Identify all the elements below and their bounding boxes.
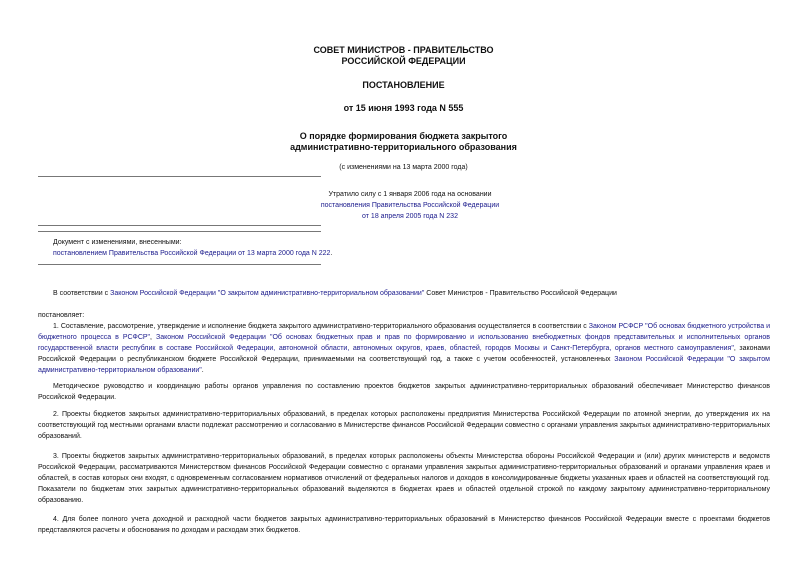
paragraph-3: 3. Проекты бюджетов закрытых административно-территориальных образований, в пределах которых расположены объекты Министерства обороны Российской Федерации и (или) других министерств и ведомств Российской Федерации, рассматриваются Министерством финансов Российской Федерации совместно с органами управления закрытых административно-территориальных образований и органами управления краев и областей, в состав которых они входят, с одновременным согласованием нормативов отчислений от федеральных налогов и доходов в консолидированные бюджеты указанных краев и областей на соответствующий год. Показатели по бюджетам этих закрытых административно-территориальных образований выделяются в бюджетах краев и областей отдельной строкой по каждому закрытому административно-территориальному образованию. (38, 453, 770, 504)
divider (38, 176, 321, 177)
preamble-text-1: В соответствии с (53, 290, 111, 297)
doc-type: ПОСТАНОВЛЕНИЕ (362, 80, 445, 90)
p1-law-link-3[interactable]: Законом Российской Федерации "О закрытом административно-территориальном образовании" (38, 356, 770, 374)
p1-law-link-1[interactable]: Законом РСФСР "Об основах бюджетного устройства и бюджетного процесса в РСФСР" (38, 323, 771, 341)
preamble (53, 288, 617, 299)
amendment-note: (с изменениями на 13 марта 2000 года) (339, 164, 468, 171)
repeal-link-date[interactable]: от 18 апреля 2005 года N 232 (362, 213, 458, 220)
doc-title-line2: административно-территориального образования (290, 142, 517, 152)
paragraph-4: 4. Для более полного учета доходной и расходной части бюджетов закрытых административно-территориальных образований в Министерство финансов Российской Федерации вместе с проектами бюджетов представляются расчеты и обоснования по доходам и расходам этих бюджетов. (38, 516, 770, 534)
preamble-law-link[interactable]: Законом Российской Федерации "О закрытом административно-территориальном образовании" (110, 290, 425, 297)
divider (38, 264, 321, 265)
p1-text-4: . (201, 367, 204, 374)
paragraph-method: Методическое руководство и координацию работы органов управления по составлению проектов бюджетов закрытых административно-территориальных образований обеспечивает Министерство финансов Российской Федерации. (38, 383, 770, 401)
divider (38, 225, 321, 226)
divider (38, 231, 321, 232)
doc-title-line1: О порядке формирования бюджета закрытого (299, 131, 508, 141)
org-name-line1: СОВЕТ МИНИСТРОВ - ПРАВИТЕЛЬСТВО (313, 45, 494, 55)
org-name-line2: РОССИЙСКОЙ ФЕДЕРАЦИИ (341, 56, 466, 66)
paragraph-1 (38, 321, 770, 376)
p1-law-link-2[interactable]: Законом Российской Федерации "Об основах бюджетных прав и прав по формированию и использованию внебюджетных фондов представительных и исполнительных органов государственной власти республик в составе Российской Федерации, автономной области, автономных округов, краев, областей, городов Москвы и Санкт-Петербурга, органов местного самоуправления" (38, 334, 770, 352)
repeal-link-line2[interactable] (260, 211, 560, 222)
repeal-link-line1[interactable] (260, 200, 560, 211)
repeal-link[interactable]: постановления Правительства Российской Федерации (320, 202, 500, 209)
doc-date: от 15 июня 1993 года N 555 (343, 103, 464, 113)
changes-link[interactable]: постановлением Правительства Российской Федерации от 13 марта 2000 года N 222 (53, 250, 331, 257)
resolves-text: постановляет: (38, 312, 85, 319)
p1-text-2: , (150, 334, 157, 341)
changes-label: Документ с изменениями, внесенными: (53, 239, 182, 246)
changes-dot: . (330, 250, 333, 257)
changes-line (53, 248, 332, 259)
repeal-text: Утратило силу с 1 января 2006 года на основании (328, 191, 492, 198)
preamble-text-2: Совет Министров - Правительство Российской Федерации (424, 290, 617, 297)
paragraph-2: 2. Проекты бюджетов закрытых административно-территориальных образований, в пределах которых расположены предприятия Министерства Российской Федерации по атомной энергии, до утверждения их на соответствующий год местными органами власти подлежат рассмотрению и согласованию в Министерстве финансов Российской Федерации совместно с органами управления закрытых административно-территориальных образований. (38, 411, 770, 440)
p1-text-1: 1. Составление, рассмотрение, утверждение и исполнение бюджета закрытого административно-территориального образования осуществляется в соответствии с (53, 323, 589, 330)
p1-text-3: , законами Российской Федерации о республиканском бюджете Российской Федерации, принимаемыми на соответствующий год, а также с учетом особенностей, установленных (38, 345, 771, 363)
